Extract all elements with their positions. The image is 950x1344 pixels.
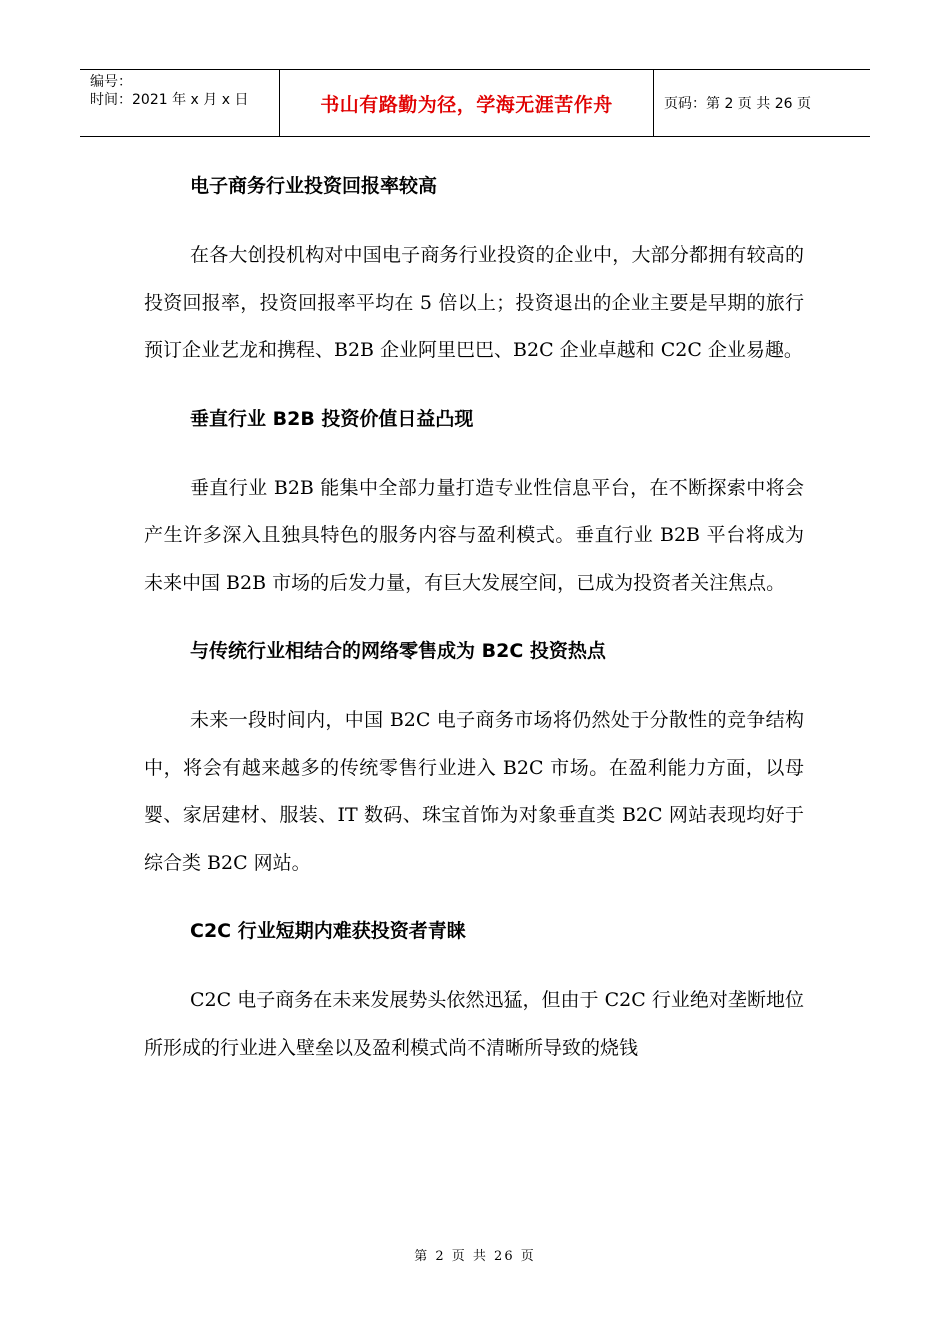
section-heading: 电子商务行业投资回报率较高 [190,175,438,197]
section-heading: 与传统行业相结合的网络零售成为 B2C 投资热点 [190,640,606,662]
section-heading: 垂直行业 B2B 投资价值日益凸现 [190,407,474,430]
section-vertical-b2b [144,393,804,608]
page-footer: 第 2 页 共 26 页 [414,1249,536,1264]
header-motto: 书山有路勤为径，学海无涯苦作舟 [280,70,654,136]
section-paragraph: C2C 电子商务在未来发展势头依然迅猛，但由于 C2C 行业绝对垄断地位所形成的行业进入壁垒以及盈利模式尚不清晰所导致的烧钱 [144,989,804,1059]
header-meta [80,70,280,136]
section-b2c-retail [144,625,804,887]
document-number-label: 编号： [90,74,132,90]
section-paragraph: 未来一段时间内，中国 B2C 电子商务市场将仍然处于分散性的竞争结构中，将会有越来越多的传统零售行业进入 B2C 市场。在盈利能力方面，以母婴、家居建材、服装、IT 数码、珠宝首饰为对象垂直类 B2C 网站表现均好于综合类 B2C 网站。 [144,709,804,874]
page-header [80,69,870,137]
section-investment-return [144,160,804,375]
document-body [144,160,804,1090]
section-c2c [144,905,804,1072]
section-heading: C2C 行业短期内难获投资者青睐 [190,920,466,942]
section-paragraph: 垂直行业 B2B 能集中全部力量打造专业性信息平台，在不断探索中将会产生许多深入且独具特色的服务内容与盈利模式。垂直行业 B2B 平台将成为未来中国 B2B 市场的后发力量，有巨大发展空间，已成为投资者关注焦点。 [144,476,804,594]
document-date-label: 时间：2021 年 x 月 x 日 [90,92,249,108]
header-page-info: 页码：第 2 页 共 26 页 [664,96,811,112]
section-paragraph: 在各大创投机构对中国电子商务行业投资的企业中，大部分都拥有较高的投资回报率，投资回报率平均在 5 倍以上；投资退出的企业主要是早期的旅行预订企业艺龙和携程、B2B 企业阿里巴巴、B2C 企业卓越和 C2C 企业易趣。 [144,244,804,361]
